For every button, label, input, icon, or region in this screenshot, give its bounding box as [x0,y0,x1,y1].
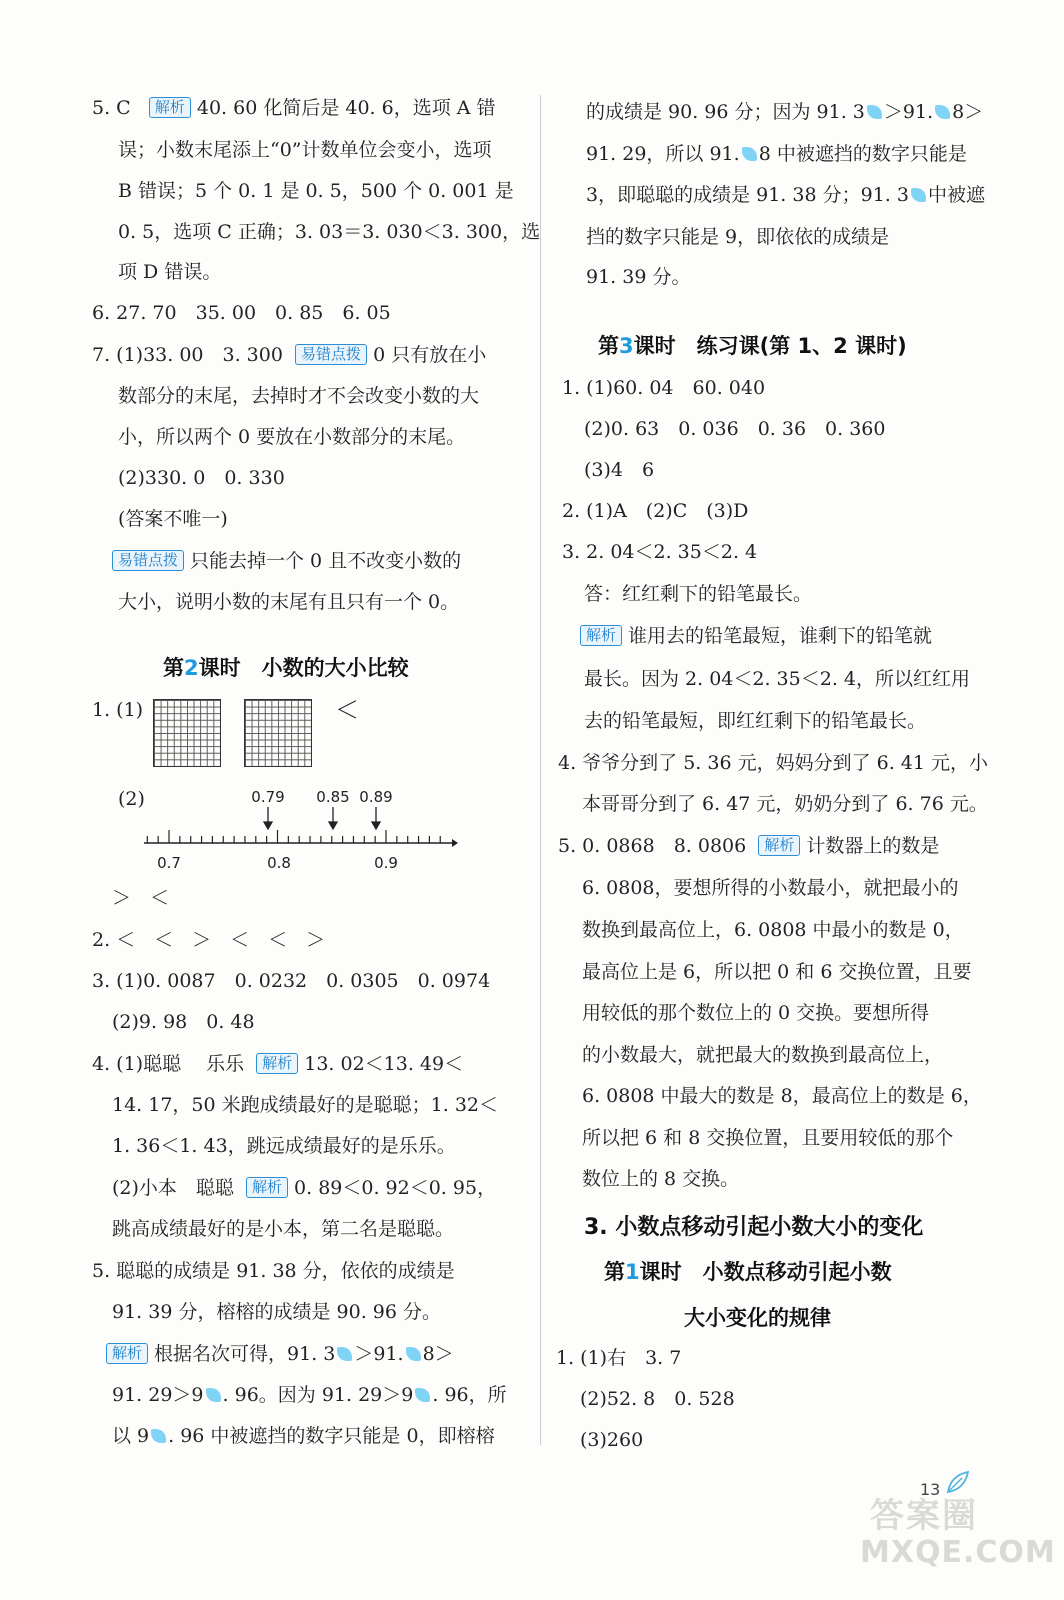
r-line-4: 挡的数字只能是 9，即依依的成绩是 [586,226,890,248]
s2-q4-line-5: 跳高成绩最好的是小本，第二名是聪聪。 [112,1218,455,1240]
ink-blot [911,188,926,202]
error-tip-tag: 易错点拨 [295,344,367,365]
q7-line-4: (2)330. 0 0. 330 [118,467,285,489]
s3-q3-line-4: 最长。因为 2. 04＜2. 35＜2. 4，所以红红用 [584,668,970,690]
s2-q2-answer: 2. ＜ ＜ ＞ ＜ ＜ ＞ [92,929,326,951]
ink-blot [337,1347,352,1361]
s3-q3-line-2: 答：红红剩下的铅笔最长。 [584,583,813,605]
hundredths-grid-right [244,699,312,767]
ink-blot [935,105,950,119]
s2-q5-line-2: 91. 39 分，榕榕的成绩是 90. 96 分。 [112,1301,441,1323]
q7-line-5: (答案不唯一) [118,508,228,530]
q5-line-5: 项 D 错误。 [118,261,222,283]
s4-q1-line-3: (3)260 [580,1429,644,1451]
s2-q1-compare: ＜ [335,696,359,724]
analysis-tag: 解析 [149,97,191,118]
lesson-1-heading-line-2: 大小变化的规律 [684,1306,831,1330]
s3-q5-line-1: 5. 0. 0868 8. 0806 解析 计数器上的数是 [558,835,940,857]
ink-blot [151,1429,166,1443]
s3-q5-line-5: 用较低的那个数位上的 0 交换。要想所得 [582,1002,930,1024]
s3-q5-line-4: 最高位上是 6，所以把 0 和 6 交换位置，且要 [582,961,972,983]
analysis-tag: 解析 [246,1177,288,1198]
q5-line-3: B 错误；5 个 0. 1 是 0. 5，500 个 0. 001 是 [118,180,514,202]
lesson-3-heading: 第3课时 练习课(第 1、2 课时) [598,334,907,358]
error-tip-tag: 易错点拨 [112,550,184,571]
arrow-label-079: 0.79 [251,788,285,806]
s2-q3-line-2: (2)9. 98 0. 48 [112,1011,255,1033]
lesson-2-heading: 第2课时 小数的大小比较 [163,656,409,680]
q7-line-3: 小，所以两个 0 要放在小数部分的末尾。 [118,426,466,448]
s2-q4-line-3: 1. 36＜1. 43，跳远成绩最好的是乐乐。 [112,1135,456,1157]
s3-q5-line-7: 6. 0808 中最大的数是 8，最高位上的数是 6， [582,1085,982,1107]
hundredths-grid-left [153,699,221,767]
q6-answer: 6. 27. 70 35. 00 0. 85 6. 05 [92,302,391,324]
analysis-tag: 解析 [580,625,622,646]
arrow-label-085: 0.85 [316,788,350,806]
q7-line-2: 数部分的末尾，去掉时才不会改变小数的大 [118,385,480,407]
watermark-url: MXQE.COM [860,1535,1056,1570]
column-divider [540,95,541,1445]
s4-q1-line-2: (2)52. 8 0. 528 [580,1388,735,1410]
s2-q1-label: 1. (1) [92,699,144,721]
ink-blot [867,105,882,119]
s3-q2-answer: 2. (1)A (2)C (3)D [562,500,749,522]
section-title: 3. 小数点移动引起小数大小的变化 [584,1215,924,1240]
watermark-logo: 答案圈 [870,1496,978,1536]
tick-label-08: 0.8 [267,854,291,872]
leaf-icon [944,1468,972,1496]
s2-q3-line-1: 3. (1)0. 0087 0. 0232 0. 0305 0. 0974 [92,970,491,992]
s3-q4-line-2: 本哥哥分到了 6. 47 元，奶奶分到了 6. 76 元。 [582,793,988,815]
s2-q5-line-3: 解析 根据名次可得，91. 3 ＞91. 8＞ [106,1342,454,1366]
s3-q1-line-3: (3)4 6 [584,459,655,481]
s2-q5-line-1: 5. 聪聪的成绩是 91. 38 分，依依的成绩是 [92,1260,455,1282]
page-number: 13 [920,1480,941,1499]
tick-label-09: 0.9 [374,854,398,872]
s2-q1b-label: (2) [118,788,145,810]
s3-q5-line-9: 数位上的 8 交换。 [582,1168,740,1190]
ink-blot [742,147,757,161]
s3-q3-line-3: 解析 谁用去的铅笔最短，谁剩下的铅笔就 [580,624,932,648]
s3-q3-line-1: 3. 2. 04＜2. 35＜2. 4 [562,541,758,563]
r-line-5: 91. 39 分。 [586,266,691,288]
r-line-3: 3，即聪聪的成绩是 91. 38 分；91. 3 中被遮 [586,184,985,206]
q5-line-2: 误；小数末尾添上“0”计数单位会变小，选项 [118,139,492,161]
s2-q5-line-5: 以 9 . 96 中被遮挡的数字只能是 0，即榕榕 [112,1425,495,1447]
analysis-tag: 解析 [758,835,800,856]
analysis-tag: 解析 [106,1343,148,1364]
q7-line-1: 7. (1)33. 00 3. 300 易错点拨 0 只有放在小 [92,344,487,366]
q5-line-4: 0. 5，选项 C 正确；3. 03＝3. 030＜3. 300，选 [118,221,541,243]
s2-q4-line-4: (2)小本 聪聪 解析 0. 89＜0. 92＜0. 95， [112,1177,497,1199]
q5-line-1: 5. C 解析 40. 60 化简后是 40. 6，选项 A 错 [92,97,496,119]
ink-blot [206,1388,221,1402]
tick-label-07: 0.7 [157,854,181,872]
s3-q3-line-5: 去的铅笔最短，即红红剩下的铅笔最长。 [584,710,927,732]
q7-line-7: 大小，说明小数的末尾有且只有一个 0。 [118,591,460,613]
s3-q5-line-2: 6. 0808，要想所得的小数最小，就把最小的 [582,877,959,899]
s3-q1-line-1: 1. (1)60. 04 60. 040 [562,377,766,399]
s3-q5-line-3: 数换到最高位上，6. 0808 中最小的数是 0， [582,919,964,941]
arrow-label-089: 0.89 [359,788,393,806]
lesson-1-heading: 第1课时 小数点移动引起小数 [604,1260,892,1284]
q7-line-6: 易错点拨 只能去掉一个 0 且不改变小数的 [112,549,461,573]
analysis-tag: 解析 [256,1053,298,1074]
s4-q1-line-1: 1. (1)右 3. 7 [556,1347,682,1369]
s3-q5-line-6: 的小数最大，就把最大的数换到最高位上， [582,1044,944,1066]
s3-q4-line-1: 4. 爷爷分到了 5. 36 元，妈妈分到了 6. 41 元，小 [558,752,989,774]
s2-q5-line-4: 91. 29＞9 . 96。因为 91. 29＞9 . 96，所 [112,1384,507,1406]
s3-q5-line-8: 所以把 6 和 8 交换位置，且要用较低的那个 [582,1127,954,1149]
s3-q1-line-2: (2)0. 63 0. 036 0. 36 0. 360 [584,418,886,440]
r-line-2: 91. 29，所以 91. 8 中被遮挡的数字只能是 [586,143,967,165]
s2-q4-line-1: 4. (1)聪聪 乐乐 解析 13. 02＜13. 49＜ [92,1053,464,1075]
ink-blot [406,1347,421,1361]
s2-q4-line-2: 14. 17，50 米跑成绩最好的是聪聪；1. 32＜ [112,1094,498,1116]
number-line [140,780,460,880]
s2-q1-answer: ＞ ＜ [112,887,170,909]
ink-blot [415,1388,430,1402]
r-line-1: 的成绩是 90. 96 分；因为 91. 3 ＞91. 8＞ [586,101,984,123]
